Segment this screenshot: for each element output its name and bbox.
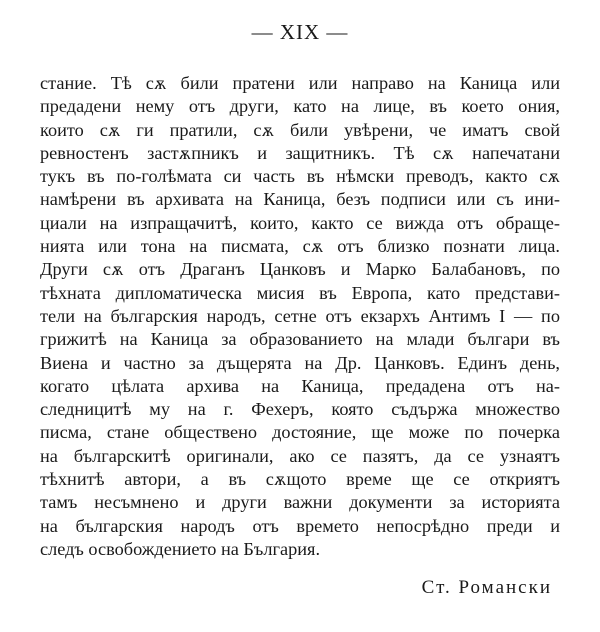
text-line: следъ освобождението на България.	[40, 538, 321, 559]
text-line: тамъ несъмнено и други важни документи за историята	[40, 492, 560, 513]
text-line: тѣхнитѣ автори, а въ сѫщото време ще се откриятъ	[40, 469, 560, 490]
text-line: стание. Тѣ сѫ били пратени или направо на Каница или	[40, 73, 560, 93]
text-line: ревностенъ застѫпникъ и защитникъ. Тѣ сѫ напечатани	[40, 142, 560, 163]
author-signature: Ст. Романски	[421, 577, 552, 598]
text-line: предадени нему отъ други, като на лице, въ което ония,	[40, 96, 560, 117]
text-line: нията или тона на писмата, сѫ отъ близко познати лица.	[40, 236, 560, 257]
text-line: грижитѣ на Каница за образованието на млади българи въ	[40, 329, 560, 350]
body-paragraph	[40, 72, 560, 561]
text-line: циали на изпращачитѣ, които, както се вижда отъ обраще-	[40, 212, 560, 233]
text-line: писма, стане обществено достояние, ще може по почерка	[40, 422, 560, 443]
text-line: когато цѣлата архива на Каница, предадена отъ на-	[40, 375, 560, 396]
text-line: следницитѣ му на г. Фехеръ, която съдържа множество	[40, 399, 560, 420]
page-number-header: — XIX —	[251, 20, 349, 44]
text-line: тели на българския народъ, сетне отъ екзархъ Антимъ I — по	[40, 305, 560, 326]
text-line: Виена и частно за дъщерята на Др. Цанковъ. Единъ день,	[40, 352, 560, 373]
text-line: намѣрени въ архивата на Каница, безъ подписи или съ ини-	[40, 189, 560, 210]
text-line: Други сѫ отъ Драганъ Цанковъ и Марко Балабановъ, по	[40, 259, 560, 280]
text-line: на българскитѣ оригинали, ако се пазятъ, да се узнаятъ	[40, 445, 560, 466]
text-line: които сѫ ги пратили, сѫ били увѣрени, че иматъ свой	[40, 119, 560, 140]
text-line: тукъ въ по-голѣмата си часть въ нѣмски преводъ, както сѫ	[40, 166, 560, 187]
text-line: тѣхната дипломатическа мисия въ Европа, като представи-	[40, 282, 560, 303]
text-line: на българския народъ отъ времето непосрѣдно преди и	[40, 515, 560, 536]
